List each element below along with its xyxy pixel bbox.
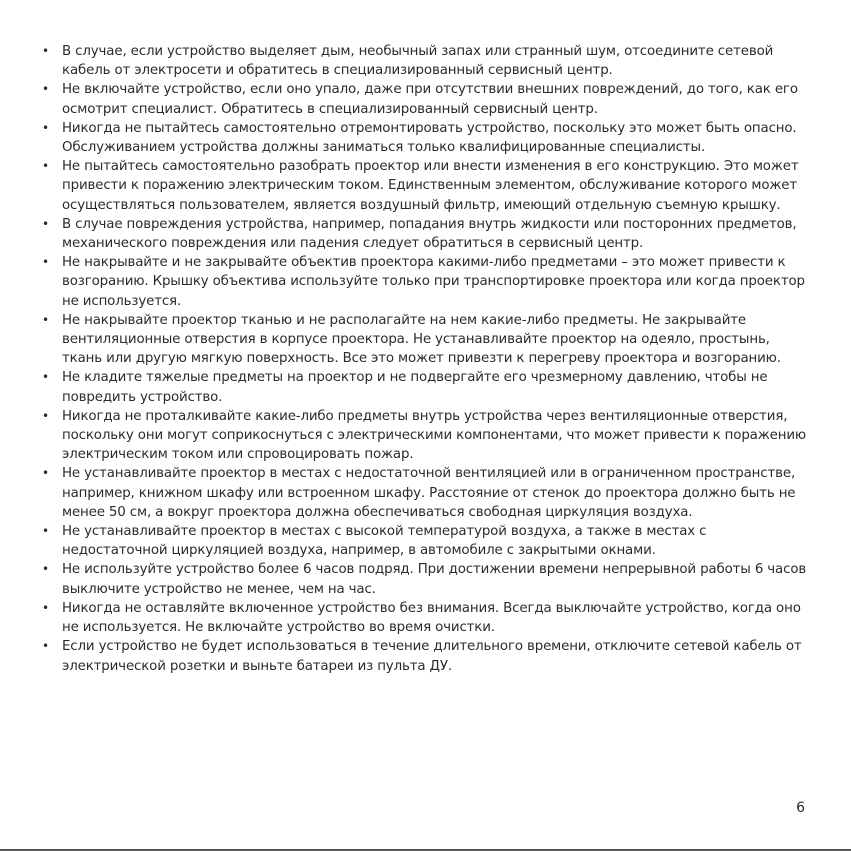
list-item-text: Никогда не проталкивайте какие-либо предметы внутрь устройства через вентиляционные отверстия, поскольку они могут соприкоснуться с электрическими компонентами, что может привести к поражению электрическим током или спровоцировать пожар. xyxy=(62,408,807,463)
bullet-icon: • xyxy=(42,216,49,231)
list-item-text: Если устройство не будет использоваться в течение длительного времени, отключите сетевой кабель от электрической розетки и выньте батареи из пульта ДУ. xyxy=(62,639,802,674)
list-item-text: Не пытайтесь самостоятельно разобрать проектор или внести изменения в его конструкцию. Это может привести к поражению электрическим током. Единственным элементом, обслуживание которого может осуществляться пользователем, является воздушный фильтр, имеющий отдельную съемную крышку. xyxy=(62,159,799,213)
list-item-text: Никогда не пытайтесь самостоятельно отремонтировать устройство, поскольку это может быть опасно. Обслуживанием устройства должны заниматься только квалифицированные специалисты. xyxy=(62,120,797,156)
bullet-icon: • xyxy=(42,120,49,135)
bullet-icon: • xyxy=(42,82,49,97)
bullet-icon: • xyxy=(42,44,49,58)
list-item-text: В случае повреждения устройства, например, попадания внутрь жидкости или посторонних предметов, механического повреждения или падения следует обратиться в сервисный центр. xyxy=(62,216,797,252)
list-item xyxy=(40,215,810,253)
list-item-text: Не включайте устройство, если оно упало, даже при отсутствии внешних повреждений, до того, как его осмотрит специалист. Обратитесь в специализированный сервисный центр. xyxy=(62,82,798,117)
list-item xyxy=(40,119,810,157)
list-item-text: Не устанавливайте проектор в местах с высокой температурой воздуха, а также в местах с недостаточной циркуляцией воздуха, например, в автомобиле с закрытыми окнами. xyxy=(62,524,707,559)
list-item xyxy=(40,637,810,675)
list-item xyxy=(40,368,810,406)
bullet-icon: • xyxy=(42,639,49,654)
list-item xyxy=(40,253,810,311)
list-item-text: Не накрывайте проектор тканью и не располагайте на нем какие-либо предметы. Не закрывайте вентиляционные отверстия в корпусе проектора. Не устанавливайте проектор на одеяло, простынь, ткань или другую мягкую поверхность. Все это может привезти к перегреву проектора и возгоранию. xyxy=(62,312,781,367)
list-item xyxy=(40,560,810,598)
bullet-icon: • xyxy=(42,312,49,327)
list-item xyxy=(40,157,810,215)
list-item-text: Не кладите тяжелые предметы на проектор и не подвергайте его чрезмерному давлению, чтобы не повредить устройство. xyxy=(62,370,768,405)
list-item-text: В случае, если устройство выделяет дым, необычный запах или странный шум, отсоедините сетевой кабель от электросети и обратитесь в специализированный сервисный центр. xyxy=(62,44,774,79)
safety-instructions xyxy=(40,42,810,676)
bullet-icon: • xyxy=(42,562,49,577)
bullet-list xyxy=(40,42,810,676)
page-number: 6 xyxy=(796,800,805,816)
list-item xyxy=(40,311,810,369)
bullet-icon: • xyxy=(42,408,49,423)
bullet-icon: • xyxy=(42,600,49,615)
list-item-text: Не устанавливайте проектор в местах с недостаточной вентиляцией или в ограниченном пространстве, например, книжном шкафу или встроенном шкафу. Расстояние от стенок до проектора должно быть не менее 50 см, а вокруг проектора должна обеспечиваться свободная циркуляция воздуха. xyxy=(62,466,796,520)
list-item xyxy=(40,599,810,637)
bullet-icon: • xyxy=(42,466,49,481)
bullet-icon: • xyxy=(42,524,49,539)
list-item-text: Никогда не оставляйте включенное устройство без внимания. Всегда выключайте устройство, когда оно не используется. Не включайте устройство во время очистки. xyxy=(62,600,801,636)
list-item xyxy=(40,464,810,522)
bullet-icon: • xyxy=(42,370,49,385)
list-item xyxy=(40,522,810,560)
list-item xyxy=(40,42,810,80)
list-item-text: Не используйте устройство более 6 часов подряд. При достижении времени непрерывной работы 6 часов выключите устройство не менее, чем на час. xyxy=(62,562,807,597)
list-item xyxy=(40,407,810,465)
bullet-icon: • xyxy=(42,255,49,270)
bullet-icon: • xyxy=(42,159,49,174)
list-item-text: Не накрывайте и не закрывайте объектив проектора какими-либо предметами – это может привести к возгоранию. Крышку объектива используйте только при транспортировке проектора или когда проектор не используется. xyxy=(62,255,805,309)
list-item xyxy=(40,80,810,118)
